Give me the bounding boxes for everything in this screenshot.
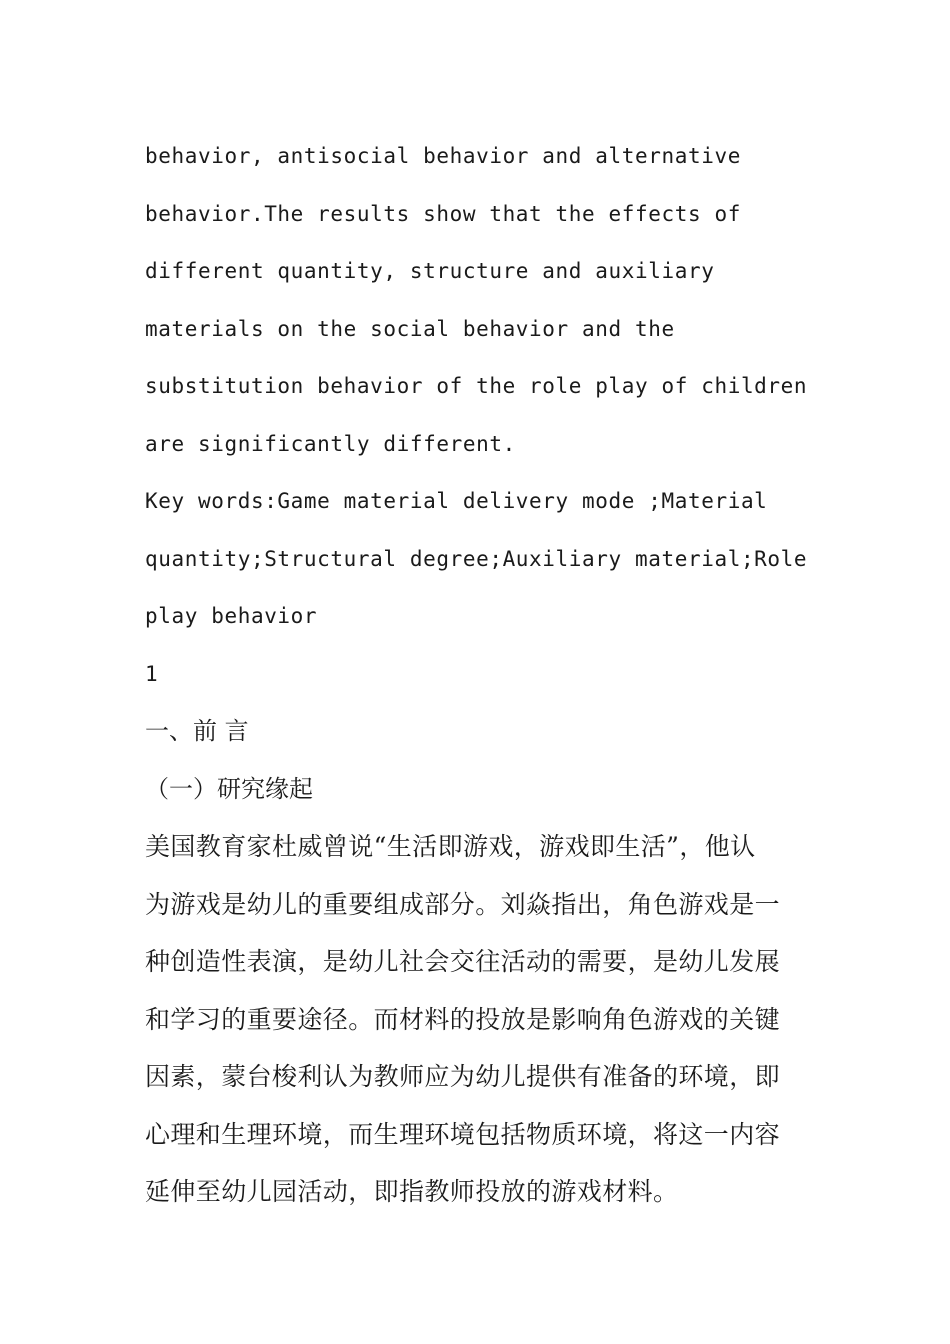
page-content [145, 128, 808, 1221]
keywords-line: quantity;Structural degree;Auxiliary material;Role [145, 546, 808, 571]
body-line: 心理和生理环境，而生理环境包括物质环境，将这一内容 [145, 1119, 781, 1149]
body-paragraph [145, 818, 790, 1221]
section-heading: 一、前 言 [145, 717, 249, 745]
body-line: 种创造性表演，是幼儿社会交往活动的需要，是幼儿发展 [145, 947, 781, 976]
body-line: 因素，蒙台梭利认为教师应为幼儿提供有准备的环境，即 [145, 1062, 781, 1091]
keywords-paragraph [145, 473, 808, 646]
body-line: 美国教育家杜威曾说“生活即游戏，游戏即生活”，他认 [145, 832, 756, 861]
abstract-line: different quantity, structure and auxiliary [145, 259, 715, 283]
abstract-paragraph [145, 128, 808, 473]
abstract-line: materials on the social behavior and the [145, 316, 675, 341]
abstract-line: behavior, antisocial behavior and alternative [145, 144, 741, 168]
abstract-line: are significantly different. [145, 431, 516, 456]
body-line: 延伸至幼儿园活动，即指教师投放的游戏材料。 [145, 1177, 679, 1206]
keywords-line: Key words:Game material delivery mode ;Material [145, 489, 768, 513]
page-number: 1 [145, 661, 158, 686]
subsection-heading: （一）研究缘起 [145, 774, 313, 803]
body-line: 为游戏是幼儿的重要组成部分。刘焱指出，角色游戏是一 [145, 889, 781, 919]
body-line: 和学习的重要途径。而材料的投放是影响角色游戏的关键 [145, 1004, 781, 1034]
keywords-line: play behavior [145, 604, 318, 628]
abstract-line: substitution behavior of the role play of children [145, 374, 808, 398]
abstract-line: behavior.The results show that the effects of [145, 201, 741, 226]
